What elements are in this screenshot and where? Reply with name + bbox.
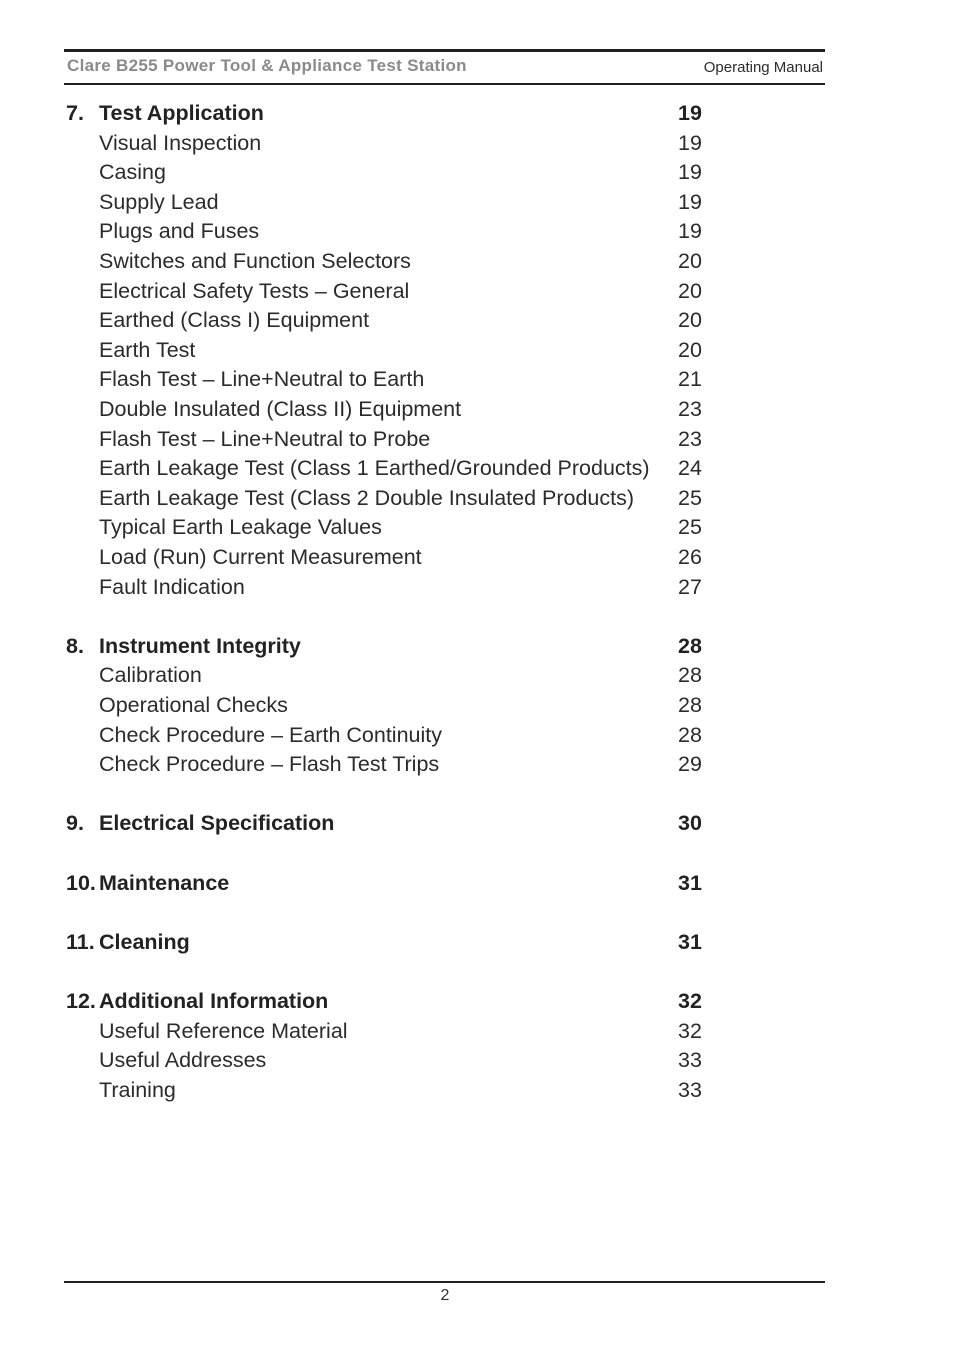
toc-page-number: 24 (678, 456, 702, 481)
toc-entry-row (0, 660, 954, 690)
toc-section-number: 8. (66, 633, 84, 658)
toc-entry-row (0, 364, 954, 394)
toc-page-number: 19 (678, 101, 702, 125)
toc-entry-label: Load (Run) Current Measurement (99, 545, 422, 569)
toc-entry-row (0, 749, 954, 779)
footer-rule (64, 1281, 825, 1283)
toc-page-number: 30 (678, 811, 702, 836)
toc-page-number: 21 (678, 367, 702, 392)
toc-entry-row (0, 720, 954, 750)
toc-page-number: 23 (678, 426, 702, 451)
toc-entry-row (0, 1016, 954, 1046)
header-title: Clare B255 Power Tool & Appliance Test Station (67, 56, 467, 75)
toc-entry-row (0, 335, 954, 365)
toc-entry-label: Operational Checks (99, 693, 288, 717)
toc-entry-label: Switches and Function Selectors (99, 249, 411, 273)
toc-section-row (0, 927, 954, 957)
toc-entry-row (0, 305, 954, 335)
toc-entry-row (0, 483, 954, 513)
toc-entry-row (0, 394, 954, 424)
toc-entry-label: Cleaning (99, 929, 190, 954)
toc-page-number: 20 (678, 337, 702, 362)
toc-page-number: 19 (678, 160, 702, 185)
toc-page-number: 27 (678, 574, 702, 599)
toc-section-row (0, 868, 954, 898)
toc-page-number: 20 (678, 308, 702, 333)
toc-entry-label: Fault Indication (99, 574, 245, 599)
toc-entry-label: Test Application (99, 101, 264, 125)
toc-entry-label: Useful Reference Material (99, 1018, 348, 1043)
toc-entry-label: Maintenance (99, 870, 230, 895)
toc-entry-label: Useful Addresses (99, 1048, 267, 1073)
toc-section-number: 12. (66, 989, 96, 1013)
header-doc-type: Operating Manual (703, 59, 823, 76)
toc-section-row (0, 808, 954, 838)
toc-entry-row (0, 453, 954, 483)
toc-entry-label: Supply Lead (99, 189, 219, 214)
toc-entry-row (0, 157, 954, 187)
toc-entry-label: Calibration (99, 663, 202, 688)
toc-page-number: 33 (678, 1048, 702, 1073)
toc-entry-label: Flash Test – Line+Neutral to Earth (99, 367, 425, 392)
toc-entry-row (0, 216, 954, 246)
toc-entry-label: Instrument Integrity (99, 633, 301, 658)
toc-entry-row (0, 512, 954, 542)
toc-entry-label: Flash Test – Line+Neutral to Probe (99, 426, 431, 451)
toc-entry-label: Training (99, 1077, 176, 1102)
toc-page-number: 19 (678, 219, 702, 244)
toc-entry-row (0, 246, 954, 276)
toc-page-number: 33 (678, 1077, 702, 1102)
toc-entry-label: Earth Leakage Test (Class 1 Earthed/Grounded Products) (99, 456, 650, 481)
toc-entry-label: Earth Leakage Test (Class 2 Double Insulated Products) (99, 485, 635, 510)
toc-page-number: 25 (678, 485, 702, 510)
toc-entry-row (0, 424, 954, 454)
toc-section-row (0, 986, 954, 1016)
toc-entry-row (0, 276, 954, 306)
toc-entry-label: Plugs and Fuses (99, 219, 260, 244)
toc-page-number: 32 (678, 989, 702, 1013)
toc-entry-row (0, 542, 954, 572)
toc-section-number: 11. (66, 929, 95, 954)
toc-entry-label: Check Procedure – Flash Test Trips (99, 752, 440, 777)
toc-entry-row (0, 1045, 954, 1075)
toc-page-number: 25 (678, 515, 702, 540)
toc-section-row (0, 98, 954, 128)
toc-entry-row (0, 572, 954, 602)
toc-page-number: 23 (678, 397, 702, 421)
toc-entry-label: Check Procedure – Earth Continuity (99, 722, 442, 747)
toc-page-number: 31 (678, 870, 702, 895)
toc-page-number: 19 (678, 189, 702, 214)
toc-page-number: 20 (678, 278, 702, 303)
toc-page-number: 28 (678, 633, 702, 658)
toc-entry-label: Electrical Specification (99, 811, 335, 836)
toc-entry-row (0, 187, 954, 217)
toc-page-number: 20 (678, 249, 702, 273)
toc-section-number: 9. (66, 811, 84, 836)
toc-entry-label: Visual Inspection (99, 130, 262, 155)
toc-entry-label: Earthed (Class I) Equipment (99, 308, 370, 333)
toc-entry-row (0, 1075, 954, 1105)
page-number: 2 (440, 1287, 450, 1304)
toc-section-number: 10. (66, 870, 96, 895)
toc-page-number: 26 (678, 545, 702, 569)
toc-page-number: 19 (678, 130, 702, 155)
toc-entry-row (0, 690, 954, 720)
toc-page-number: 32 (678, 1018, 702, 1043)
toc-entry-label: Earth Test (99, 337, 196, 362)
toc-page-number: 28 (678, 663, 702, 688)
toc-entry-label: Typical Earth Leakage Values (99, 515, 382, 540)
toc-entry-row (0, 128, 954, 158)
toc-entry-label: Casing (99, 160, 166, 185)
toc-page-number: 28 (678, 722, 702, 747)
header-bottom-rule (64, 83, 825, 85)
toc-entry-label: Double Insulated (Class II) Equipment (99, 397, 462, 421)
toc-entry-label: Additional Information (99, 989, 329, 1013)
toc-page-number: 29 (678, 752, 702, 777)
toc-section-row (0, 631, 954, 661)
toc-section-number: 7. (66, 101, 84, 125)
toc-entry-label: Electrical Safety Tests – General (99, 278, 410, 303)
toc-page-number: 31 (678, 929, 702, 954)
header-top-rule (64, 49, 825, 52)
toc-page-number: 28 (678, 693, 702, 717)
